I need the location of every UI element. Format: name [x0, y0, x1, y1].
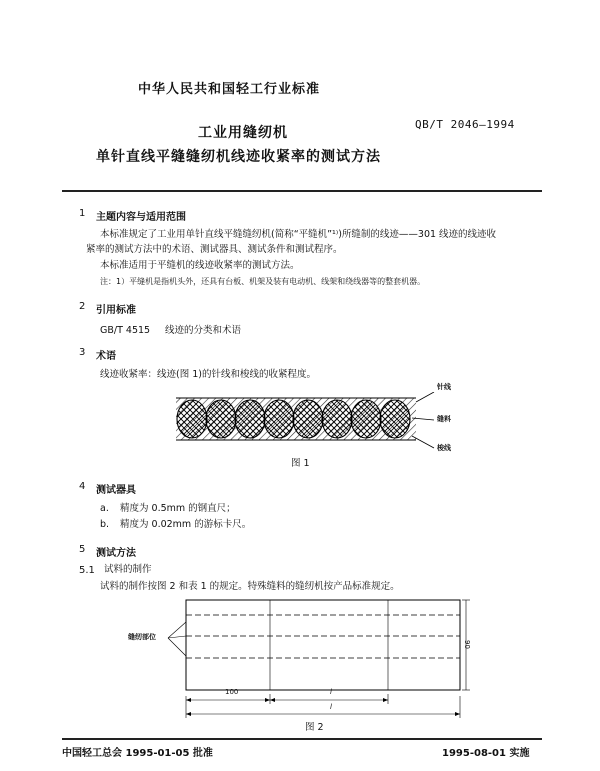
stitch-loop [380, 400, 410, 438]
stitch-loop [177, 400, 207, 438]
stitch-loop [235, 400, 265, 438]
stitch-loop [264, 400, 294, 438]
title-line-2: 单针直线平缝缝纫机线迹收紧率的测试方法 [96, 149, 381, 165]
dim-100: 100 [225, 688, 239, 696]
subsection-5-1-title: 试料的制作 [104, 564, 152, 575]
label-fabric: 缝料 [437, 415, 451, 423]
section-1-number: 1 [79, 208, 86, 219]
section-1-para-1b: 紧率的测试方法中的术语、测试器具、测试条件和测试程序。 [86, 244, 343, 255]
section-1-para-1a: 本标准规定了工业用单针直线平缝缝纫机(简称“平缝机”¹⁾)所缝制的线迹——301 线迹的线迹收 [100, 229, 497, 240]
item-a-label: a. [100, 503, 109, 514]
subsection-5-1-text: 试料的制作按图 2 和表 1 的规定。特殊缝料的缝纫机按产品标准规定。 [100, 581, 400, 592]
item-b-label: b. [100, 519, 110, 530]
dim-90: 90 [463, 640, 471, 649]
label-bobbin-thread: 梭线 [437, 444, 451, 452]
figure-2-caption: 图 2 [305, 722, 324, 733]
label-seam-position: 缝纫部位 [128, 633, 156, 641]
reference-title: 线迹的分类和术语 [165, 325, 242, 336]
subsection-5-1-number: 5.1 [79, 565, 95, 576]
leader-bobbin [412, 436, 434, 448]
header-divider [62, 190, 542, 192]
section-5-title: 测试方法 [96, 548, 136, 559]
dim-l-1: l [330, 688, 332, 696]
section-1-title: 主题内容与适用范围 [96, 212, 186, 223]
figure-2-specimen-diagram [120, 598, 490, 720]
standard-code: QB/T 2046—1994 [415, 118, 515, 131]
section-1-para-2: 本标准适用于平缝机的线迹收紧率的测试方法。 [100, 260, 300, 271]
term-definition: 线迹收紧率：线迹(图 1)的针线和梭线的收紧程度。 [100, 369, 316, 380]
specimen-outline [186, 600, 460, 690]
dim-l-2: l [330, 703, 332, 711]
figure-1-stitch-diagram [172, 392, 462, 452]
section-1-note: 注：1）平缝机是指机头外，还具有台板、机架及装有电动机、线架和绕线器等的整套机器。 [100, 277, 426, 286]
section-4-number: 4 [79, 481, 86, 492]
reference-code: GB/T 4515 [100, 325, 151, 336]
implementation-date: 1995-08-01 实施 [442, 748, 530, 759]
footer-divider [62, 738, 542, 740]
title-line-1: 工业用缝纫机 [198, 125, 288, 141]
figure-1-caption: 图 1 [291, 458, 310, 469]
approval-date: 中国轻工总会 1995-01-05 批准 [62, 748, 213, 759]
standard-category: 中华人民共和国轻工行业标准 [138, 82, 321, 97]
stitch-loop [322, 400, 352, 438]
section-2-title: 引用标准 [96, 305, 136, 316]
section-3-title: 术语 [96, 351, 116, 362]
item-b-text: 精度为 0.02mm 的游标卡尺。 [120, 519, 252, 530]
stitch-loop [293, 400, 323, 438]
section-5-number: 5 [79, 544, 86, 555]
label-needle-thread: 针线 [437, 383, 451, 391]
section-3-number: 3 [79, 347, 86, 358]
stitch-loop [351, 400, 381, 438]
leader-needle [416, 392, 434, 402]
item-a-text: 精度为 0.5mm 的钢直尺； [120, 503, 236, 514]
section-2-number: 2 [79, 301, 86, 312]
section-4-title: 测试器具 [96, 485, 136, 496]
stitch-loop [206, 400, 236, 438]
